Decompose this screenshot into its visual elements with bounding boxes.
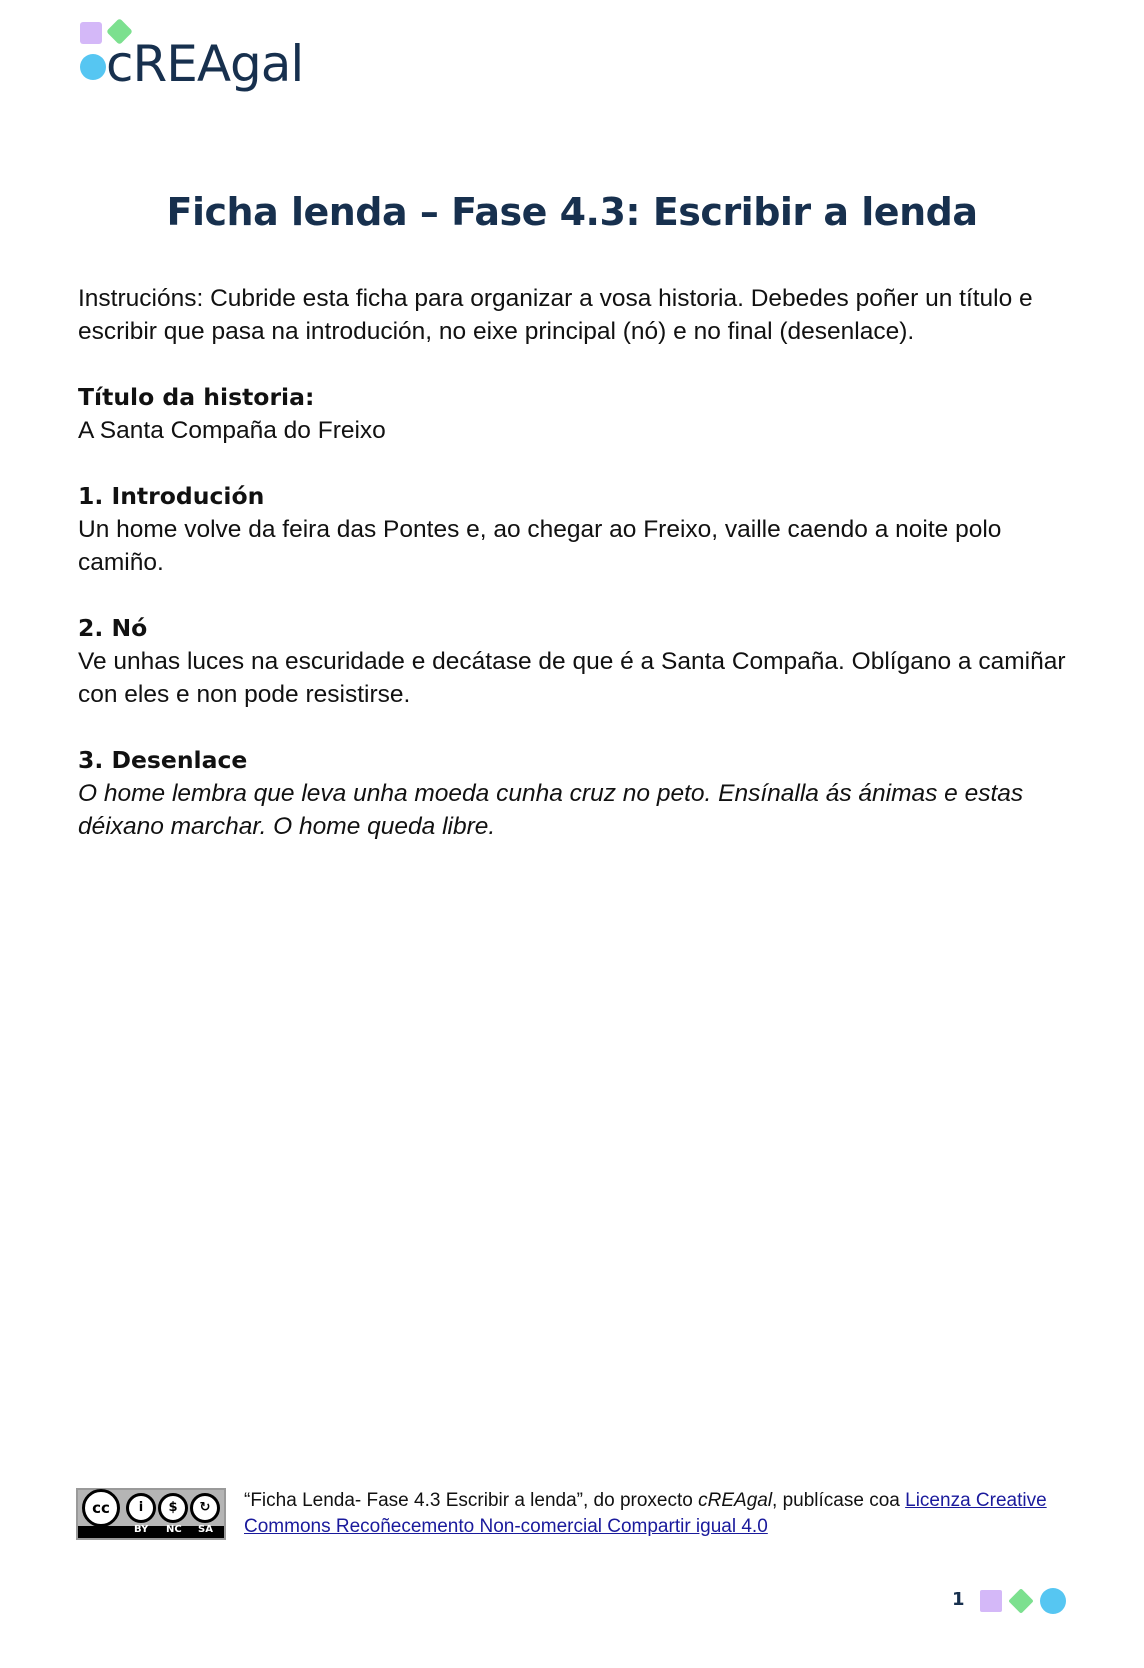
page-title: Ficha lenda – Fase 4.3: Escribir a lenda [166,190,978,234]
worksheet-content [78,282,1073,876]
section-text: Un home volve da feira das Pontes e, ao chegar ao Freixo, vaille caendo a noite polo camiño. [78,516,1002,576]
instructions-text: Instrucións: Cubride esta ficha para organizar a vosa historia. Debedes poñer un título e escribir que pasa na introdución, no eixe principal (nó) e no final (desenlace). [78,285,1033,345]
section-text: A Santa Compaña do Freixo [78,417,386,444]
footer-circle-shape [1040,1588,1066,1614]
license-link[interactable]: Licenza Creative Commons Recoñecemento Non-comercial Compartir igual 4.0 [244,1490,1047,1537]
footer-square-shape [980,1590,1002,1612]
license-text-after: , publícase coa [772,1490,906,1511]
section-text: O home lembra que leva unha moeda cunha cruz no peto. Ensínalla ás ánimas e estas déixano marchar. O home queda libre. [78,780,1024,840]
section-ending [78,744,1073,843]
cc-icon: cc [82,1489,120,1527]
sharealike-icon: ↻ [190,1493,220,1523]
section-label: 2. Nó [78,614,148,642]
logo-circle-shape [80,54,106,80]
creagal-logo [80,18,340,98]
license-text [244,1488,1084,1540]
section-title [78,381,1073,447]
cc-label-nc: NC [166,1524,182,1535]
cc-license-badge[interactable] [76,1488,226,1540]
section-knot [78,612,1073,711]
section-introduction [78,480,1073,579]
logo-square-shape [80,22,102,44]
section-text: Ve unhas luces na escuridade e decátase de que é a Santa Compaña. Oblígano a camiñar con eles e non pode resistirse. [78,648,1066,708]
section-label: Título da historia: [78,383,315,411]
logo-text: cREAgal [106,35,304,93]
page-number: 1 [952,1589,965,1610]
attribution-icon: i [126,1493,156,1523]
cc-label-sa: SA [198,1524,213,1535]
cc-label-by: BY [134,1524,149,1535]
cc-badge-labels [78,1523,224,1537]
instructions [78,282,1073,348]
footer-diamond-shape [1008,1588,1033,1613]
license-text-before: “Ficha Lenda- Fase 4.3 Escribir a lenda”, do proxecto [244,1490,699,1511]
project-name: cREAgal [698,1490,773,1511]
license-footer [76,1488,1076,1548]
noncommercial-icon: $ [158,1493,188,1523]
section-label: 3. Desenlace [78,746,248,774]
section-label: 1. Introdución [78,482,265,510]
